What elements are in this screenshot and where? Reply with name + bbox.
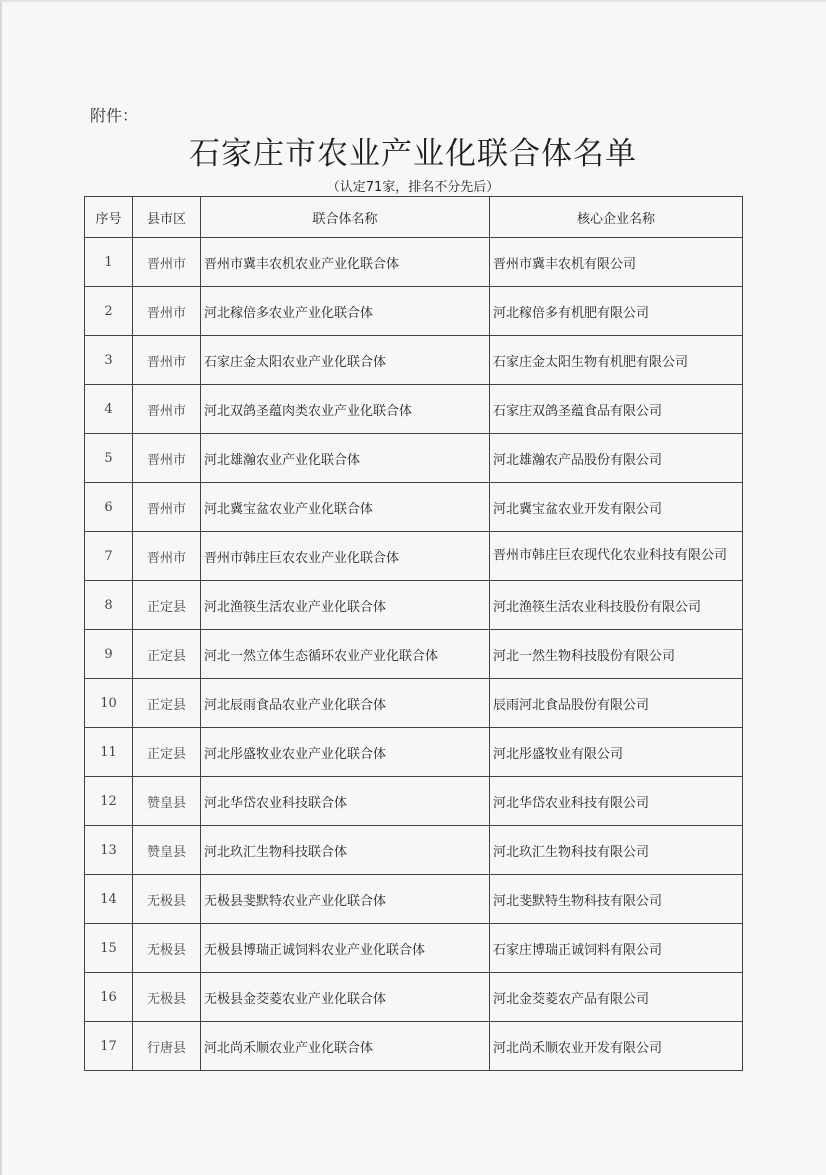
row-county: 正定县	[133, 581, 201, 630]
row-index: 12	[85, 777, 133, 826]
row-union-name: 河北雄瀚农业产业化联合体	[201, 434, 490, 483]
row-union-name: 河北一然立体生态循环农业产业化联合体	[201, 630, 490, 679]
table-row	[85, 1022, 743, 1071]
row-union-name: 石家庄金太阳农业产业化联合体	[201, 336, 490, 385]
header-index: 序号	[85, 197, 133, 238]
row-union-name: 河北彤盛牧业农业产业化联合体	[201, 728, 490, 777]
row-county: 晋州市	[133, 434, 201, 483]
row-county: 正定县	[133, 630, 201, 679]
row-county: 晋州市	[133, 385, 201, 434]
row-index: 17	[85, 1022, 133, 1071]
row-county: 晋州市	[133, 238, 201, 287]
row-index: 13	[85, 826, 133, 875]
row-union-name: 晋州市冀丰农机农业产业化联合体	[201, 238, 490, 287]
row-county: 晋州市	[133, 483, 201, 532]
row-index: 6	[85, 483, 133, 532]
header-core-company: 核心企业名称	[490, 197, 743, 238]
row-index: 8	[85, 581, 133, 630]
table-row	[85, 287, 743, 336]
row-index: 11	[85, 728, 133, 777]
union-list-table	[84, 196, 743, 1071]
row-union-name: 河北稼倍多农业产业化联合体	[201, 287, 490, 336]
row-core-company: 河北稼倍多有机肥有限公司	[490, 287, 743, 336]
row-county: 正定县	[133, 679, 201, 728]
table-row	[85, 336, 743, 385]
row-core-company: 石家庄博瑞正诚饲料有限公司	[490, 924, 743, 973]
row-core-company: 晋州市冀丰农机有限公司	[490, 238, 743, 287]
row-core-company: 河北尚禾顺农业开发有限公司	[490, 1022, 743, 1071]
row-union-name: 河北双鸽圣蕴肉类农业产业化联合体	[201, 385, 490, 434]
document-subtitle: （认定71家，排名不分先后）	[326, 180, 500, 195]
row-county: 晋州市	[133, 532, 201, 581]
header-county: 县市区	[133, 197, 201, 238]
row-core-company: 河北冀宝盆农业开发有限公司	[490, 483, 743, 532]
row-core-company: 晋州市韩庄巨农现代化农业科技有限公司	[490, 532, 743, 581]
row-union-name: 无极县博瑞正诚饲料农业产业化联合体	[201, 924, 490, 973]
table-row	[85, 924, 743, 973]
row-index: 10	[85, 679, 133, 728]
table-row	[85, 532, 743, 581]
row-index: 16	[85, 973, 133, 1022]
table-row	[85, 385, 743, 434]
row-index: 1	[85, 238, 133, 287]
table-row	[85, 973, 743, 1022]
row-county: 赞皇县	[133, 777, 201, 826]
table-row	[85, 238, 743, 287]
table-row	[85, 728, 743, 777]
table-header-row	[85, 197, 743, 238]
row-index: 14	[85, 875, 133, 924]
row-index: 7	[85, 532, 133, 581]
row-county: 赞皇县	[133, 826, 201, 875]
table-row	[85, 581, 743, 630]
header-union-name: 联合体名称	[201, 197, 490, 238]
row-core-company: 河北雄瀚农产品股份有限公司	[490, 434, 743, 483]
row-core-company: 石家庄金太阳生物有机肥有限公司	[490, 336, 743, 385]
row-union-name: 河北冀宝盆农业产业化联合体	[201, 483, 490, 532]
row-core-company: 河北玖汇生物科技有限公司	[490, 826, 743, 875]
row-index: 5	[85, 434, 133, 483]
table-row	[85, 826, 743, 875]
row-core-company: 辰雨河北食品股份有限公司	[490, 679, 743, 728]
row-core-company: 河北金茭菱农产品有限公司	[490, 973, 743, 1022]
document-title: 石家庄市农业产业化联合体名单	[189, 136, 637, 172]
row-index: 2	[85, 287, 133, 336]
table-row	[85, 679, 743, 728]
row-county: 无极县	[133, 924, 201, 973]
row-county: 无极县	[133, 973, 201, 1022]
row-index: 15	[85, 924, 133, 973]
attachment-label: 附件：	[90, 106, 139, 125]
table-row	[85, 630, 743, 679]
row-index: 4	[85, 385, 133, 434]
table-row	[85, 434, 743, 483]
row-core-company: 石家庄双鸽圣蕴食品有限公司	[490, 385, 743, 434]
row-union-name: 河北华岱农业科技联合体	[201, 777, 490, 826]
row-county: 正定县	[133, 728, 201, 777]
table-row	[85, 875, 743, 924]
row-county: 行唐县	[133, 1022, 201, 1071]
row-core-company: 河北华岱农业科技有限公司	[490, 777, 743, 826]
row-county: 无极县	[133, 875, 201, 924]
row-county: 晋州市	[133, 336, 201, 385]
row-core-company: 河北渔筷生活农业科技股份有限公司	[490, 581, 743, 630]
row-index: 3	[85, 336, 133, 385]
row-union-name: 无极县斐默特农业产业化联合体	[201, 875, 490, 924]
table-row	[85, 483, 743, 532]
row-union-name: 无极县金茭菱农业产业化联合体	[201, 973, 490, 1022]
row-union-name: 河北尚禾顺农业产业化联合体	[201, 1022, 490, 1071]
row-union-name: 河北辰雨食品农业产业化联合体	[201, 679, 490, 728]
row-index: 9	[85, 630, 133, 679]
table-row	[85, 777, 743, 826]
row-union-name: 河北渔筷生活农业产业化联合体	[201, 581, 490, 630]
row-union-name: 河北玖汇生物科技联合体	[201, 826, 490, 875]
row-core-company: 河北彤盛牧业有限公司	[490, 728, 743, 777]
row-county: 晋州市	[133, 287, 201, 336]
row-union-name: 晋州市韩庄巨农农业产业化联合体	[201, 532, 490, 581]
row-core-company: 河北斐默特生物科技有限公司	[490, 875, 743, 924]
row-core-company: 河北一然生物科技股份有限公司	[490, 630, 743, 679]
